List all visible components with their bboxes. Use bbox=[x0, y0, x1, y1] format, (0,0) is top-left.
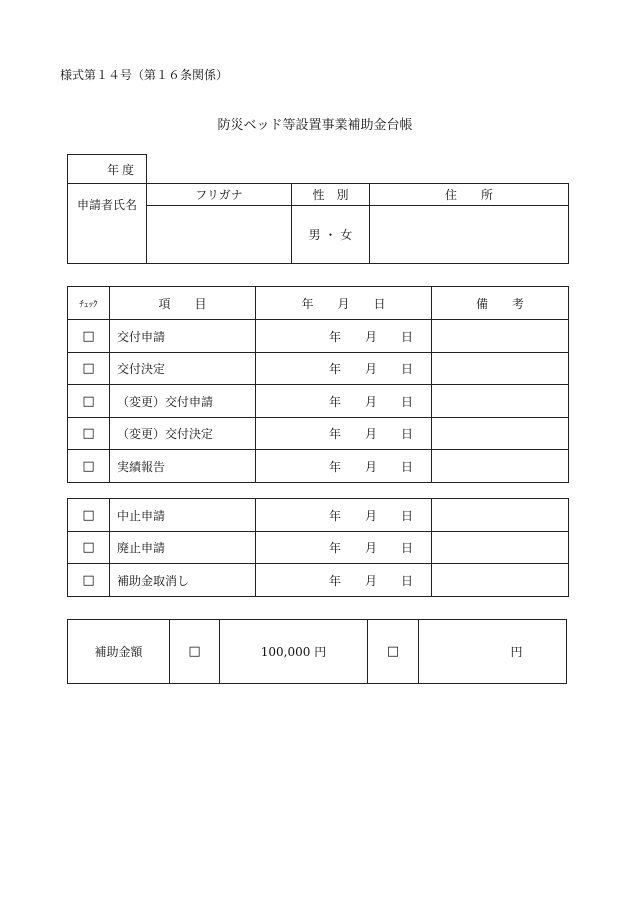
remarks-field[interactable] bbox=[432, 320, 569, 353]
amount-table bbox=[67, 619, 567, 684]
date-header: 年 月 日 bbox=[256, 287, 432, 320]
item-header: 項 目 bbox=[110, 287, 256, 320]
records-table-2 bbox=[67, 498, 569, 597]
furigana-label: フリガナ bbox=[147, 184, 292, 206]
item-label: （変更）交付決定 bbox=[110, 418, 256, 450]
remarks-header: 備 考 bbox=[432, 287, 569, 320]
table-row bbox=[68, 564, 569, 597]
records-table bbox=[67, 286, 569, 483]
name-field[interactable] bbox=[147, 206, 292, 264]
address-field[interactable] bbox=[370, 206, 569, 264]
fixed-amount-value: 100,000 円 bbox=[220, 620, 368, 684]
applicant-table bbox=[67, 154, 569, 264]
item-label: 廃止申請 bbox=[110, 532, 256, 564]
item-label: 補助金取消し bbox=[110, 564, 256, 597]
table-row bbox=[68, 499, 569, 532]
address-label: 住 所 bbox=[370, 184, 569, 206]
date-field[interactable]: 年 月 日 bbox=[256, 418, 432, 450]
remarks-field[interactable] bbox=[432, 353, 569, 385]
checkbox[interactable]: □ bbox=[68, 385, 110, 418]
date-field[interactable]: 年 月 日 bbox=[256, 385, 432, 418]
checkbox[interactable]: □ bbox=[68, 450, 110, 483]
check-header: ﾁｪｯｸ bbox=[68, 287, 110, 320]
remarks-field[interactable] bbox=[432, 450, 569, 483]
gender-label: 性 別 bbox=[292, 184, 370, 206]
checkbox[interactable]: □ bbox=[68, 320, 110, 353]
year-field[interactable] bbox=[147, 155, 569, 184]
date-field[interactable]: 年 月 日 bbox=[256, 353, 432, 385]
table-row bbox=[68, 532, 569, 564]
custom-amount-field[interactable]: 円 bbox=[419, 620, 567, 684]
applicant-name-label: 申請者氏名 bbox=[68, 184, 147, 264]
checkbox[interactable]: □ bbox=[68, 418, 110, 450]
item-label: 交付申請 bbox=[110, 320, 256, 353]
table-row bbox=[68, 450, 569, 483]
table-row bbox=[68, 385, 569, 418]
checkbox[interactable]: □ bbox=[68, 564, 110, 597]
gender-choice[interactable]: 男 ・ 女 bbox=[292, 206, 370, 264]
date-field[interactable]: 年 月 日 bbox=[256, 564, 432, 597]
year-label: 年度 bbox=[68, 155, 147, 184]
table-row bbox=[68, 353, 569, 385]
form-number: 様式第１４号（第１６条関係） bbox=[60, 68, 229, 82]
custom-amount-checkbox[interactable]: □ bbox=[368, 620, 419, 684]
date-field[interactable]: 年 月 日 bbox=[256, 450, 432, 483]
item-label: （変更）交付申請 bbox=[110, 385, 256, 418]
item-label: 実績報告 bbox=[110, 450, 256, 483]
amount-label: 補助金額 bbox=[68, 620, 170, 684]
remarks-field[interactable] bbox=[432, 532, 569, 564]
remarks-field[interactable] bbox=[432, 564, 569, 597]
date-field[interactable]: 年 月 日 bbox=[256, 320, 432, 353]
checkbox[interactable]: □ bbox=[68, 353, 110, 385]
remarks-field[interactable] bbox=[432, 499, 569, 532]
remarks-field[interactable] bbox=[432, 385, 569, 418]
item-label: 交付決定 bbox=[110, 353, 256, 385]
date-field[interactable]: 年 月 日 bbox=[256, 499, 432, 532]
date-field[interactable]: 年 月 日 bbox=[256, 532, 432, 564]
table-row bbox=[68, 320, 569, 353]
item-label: 中止申請 bbox=[110, 499, 256, 532]
checkbox[interactable]: □ bbox=[68, 532, 110, 564]
remarks-field[interactable] bbox=[432, 418, 569, 450]
fixed-amount-checkbox[interactable]: □ bbox=[170, 620, 220, 684]
page-title: 防災ベッド等設置事業補助金台帳 bbox=[217, 118, 413, 133]
table-row bbox=[68, 418, 569, 450]
checkbox[interactable]: □ bbox=[68, 499, 110, 532]
